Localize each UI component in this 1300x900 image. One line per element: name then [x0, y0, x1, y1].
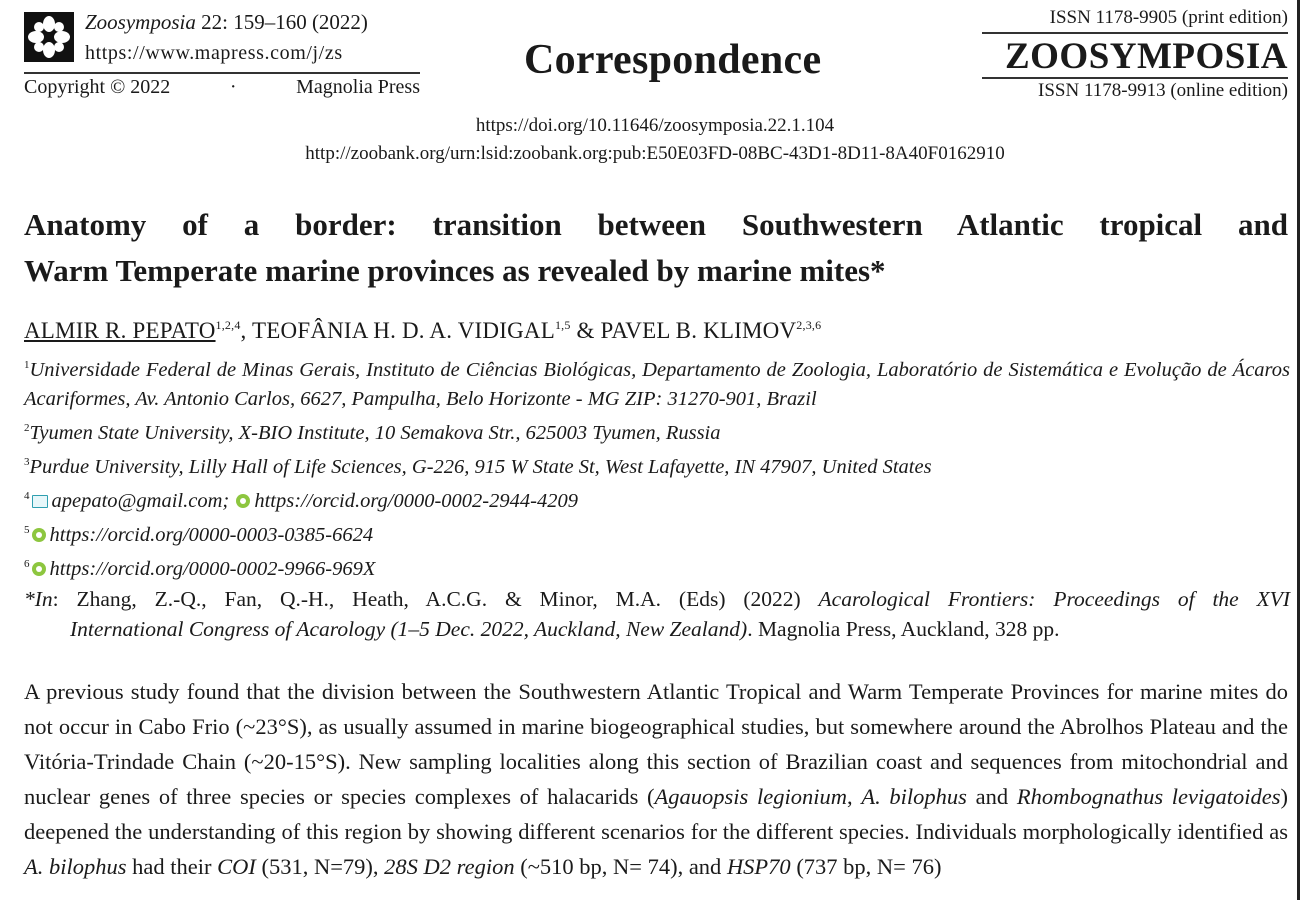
orcid-link-4[interactable]: https://orcid.org/0000-0002-2944-4209	[254, 490, 578, 512]
affiliation-1-text: Universidade Federal de Minas Gerais, Instituto de Ciências Biológicas, Departamento de Zoologia, Laboratório de Sistemática e Evolução de Ácaros Acariformes, Av. Antonio Carlos, 6627, Pampulha, Belo Horizonte - MG ZIP: 31270-901, Brazil	[24, 359, 1290, 410]
citation-editors: : Zhang, Z.-Q., Fan, Q.-H., Heath, A.C.G. & Minor, M.A. (Eds) (2022)	[52, 587, 819, 611]
journal-url-link[interactable]: https://www.mapress.com/j/zs	[85, 42, 343, 64]
doi-link[interactable]: https://doi.org/10.11646/zoosymposia.22.1.104	[475, 115, 835, 136]
citation-publisher: . Magnolia Press, Auckland, 328 pp.	[747, 617, 1060, 641]
separator-dot: ·	[229, 76, 237, 98]
journal-header	[0, 0, 1300, 110]
affiliations	[24, 351, 1290, 584]
body-text-4: (531, N=79),	[255, 854, 385, 879]
author-3-affil: 2,3,6	[796, 318, 822, 332]
body-text-3: had their	[126, 854, 218, 879]
author-1-affil: 1,2,4	[215, 318, 241, 332]
issn-block	[982, 5, 1288, 103]
journal-citation	[85, 7, 368, 37]
affiliation-3-num: 3	[24, 456, 30, 468]
orcid-icon	[236, 494, 250, 508]
journal-title-caps: ZOOSYMPOSIA	[982, 37, 1288, 79]
gene-name: 28S D2 region	[384, 854, 515, 879]
copyright-text: Copyright © 2022	[24, 76, 171, 98]
author-3-name: & PAVEL B. KLIMOV	[570, 318, 797, 343]
issn-online: ISSN 1178-9913 (online edition)	[1038, 80, 1288, 101]
body-sep: ,	[846, 784, 862, 809]
body-text-5: (~510 bp, N= 74), and	[514, 854, 727, 879]
affiliation-3-text: Purdue University, Lilly Hall of Life Sciences, G-226, 915 W State St, West Lafayette, IN 47907, United States	[29, 456, 932, 478]
species-name: Agauopsis legionium	[654, 784, 847, 809]
affiliation-1	[24, 351, 1290, 414]
gene-name: HSP70	[726, 854, 791, 879]
article-title	[24, 202, 1288, 294]
orcid-link-5[interactable]: https://orcid.org/0000-0003-0385-6624	[49, 524, 374, 546]
affiliation-2-num: 2	[24, 422, 30, 434]
book-title-part-2: International Congress of Acarology (1–5 Dec. 2022, Auckland, New Zealand)	[70, 617, 748, 641]
contact-4-num: 4	[24, 490, 30, 502]
contact-6	[24, 550, 1290, 584]
email-icon	[32, 495, 48, 508]
gene-name: COI	[217, 854, 256, 879]
contact-4	[24, 482, 1290, 516]
citation-line-1	[24, 584, 1290, 614]
affiliation-2	[24, 414, 1290, 448]
zoobank-link[interactable]: http://zoobank.org/urn:lsid:zoobank.org:pub:E50E03FD-08BC-43D1-8D11-8A40F0162910	[305, 143, 1005, 164]
proceedings-citation	[24, 584, 1290, 644]
contact-5	[24, 516, 1290, 550]
citation-prefix: *In	[24, 587, 53, 611]
species-name: Rhombognathus levigatoides	[1016, 784, 1281, 809]
email-link[interactable]: apepato@gmail.com;	[51, 490, 230, 512]
author-2-name: , TEOFÂNIA H. D. A. VIDIGAL	[240, 318, 555, 343]
author-1-name[interactable]: ALMIR R. PEPATO	[24, 318, 216, 343]
species-name: A. bilophus	[861, 784, 967, 809]
orcid-icon	[32, 528, 46, 542]
issn-print: ISSN 1178-9905 (print edition)	[982, 5, 1288, 34]
publisher-name: Magnolia Press	[296, 76, 420, 98]
title-line-2: Warm Temperate marine provinces as revealed by marine mites*	[24, 253, 886, 288]
author-list	[24, 318, 821, 344]
contact-6-num: 6	[24, 558, 30, 570]
affiliation-3	[24, 448, 1290, 482]
journal-name: Zoosymposia	[85, 10, 196, 34]
orcid-icon	[32, 562, 46, 576]
body-and: and	[966, 784, 1017, 809]
volume-pages: 22: 159–160 (2022)	[201, 10, 368, 34]
author-2-affil: 1,5	[554, 318, 571, 332]
species-name: A. bilophus	[24, 854, 127, 879]
citation-line-2	[24, 614, 1290, 644]
body-text-2: ) deepened the understanding of this region by showing different scenarios for the different species. Individuals morphologically identified as	[24, 784, 1289, 844]
journal-logo	[24, 12, 74, 62]
title-line-1: Anatomy of a border: transition between Southwestern Atlantic tropical and	[24, 207, 1288, 242]
contact-5-num: 5	[24, 524, 30, 536]
body-paragraph	[24, 674, 1288, 884]
body-text-1: A previous study found that the division between the Southwestern Atlantic Tropical and Warm Temperate Provinces for marine mites do not occur in Cabo Frio (~23°S), as usually assumed in marine biogeographical studies, but somewhere around the Abrolhos Plateau and the Vitória-Trindade Chain (~20-15°S). New sampling localities along this section of Brazilian coast and sequences from mitochondrial and nuclear genes of three species or species complexes of halacarids (	[24, 679, 1288, 809]
affiliation-1-num: 1	[24, 359, 30, 371]
identifier-lines	[0, 112, 1300, 168]
section-heading: Correspondence	[524, 37, 822, 83]
book-title-part-1: Acarological Frontiers: Proceedings of the XVI	[818, 587, 1290, 611]
header-divider	[24, 72, 420, 74]
copyright-line	[24, 76, 420, 99]
body-text-6: (737 bp, N= 76)	[790, 854, 942, 879]
orcid-link-6[interactable]: https://orcid.org/0000-0002-9966-969X	[49, 558, 376, 580]
flower-logo-icon	[24, 12, 74, 62]
affiliation-2-text: Tyumen State University, X-BIO Institute, 10 Semakova Str., 625003 Tyumen, Russia	[29, 422, 721, 444]
